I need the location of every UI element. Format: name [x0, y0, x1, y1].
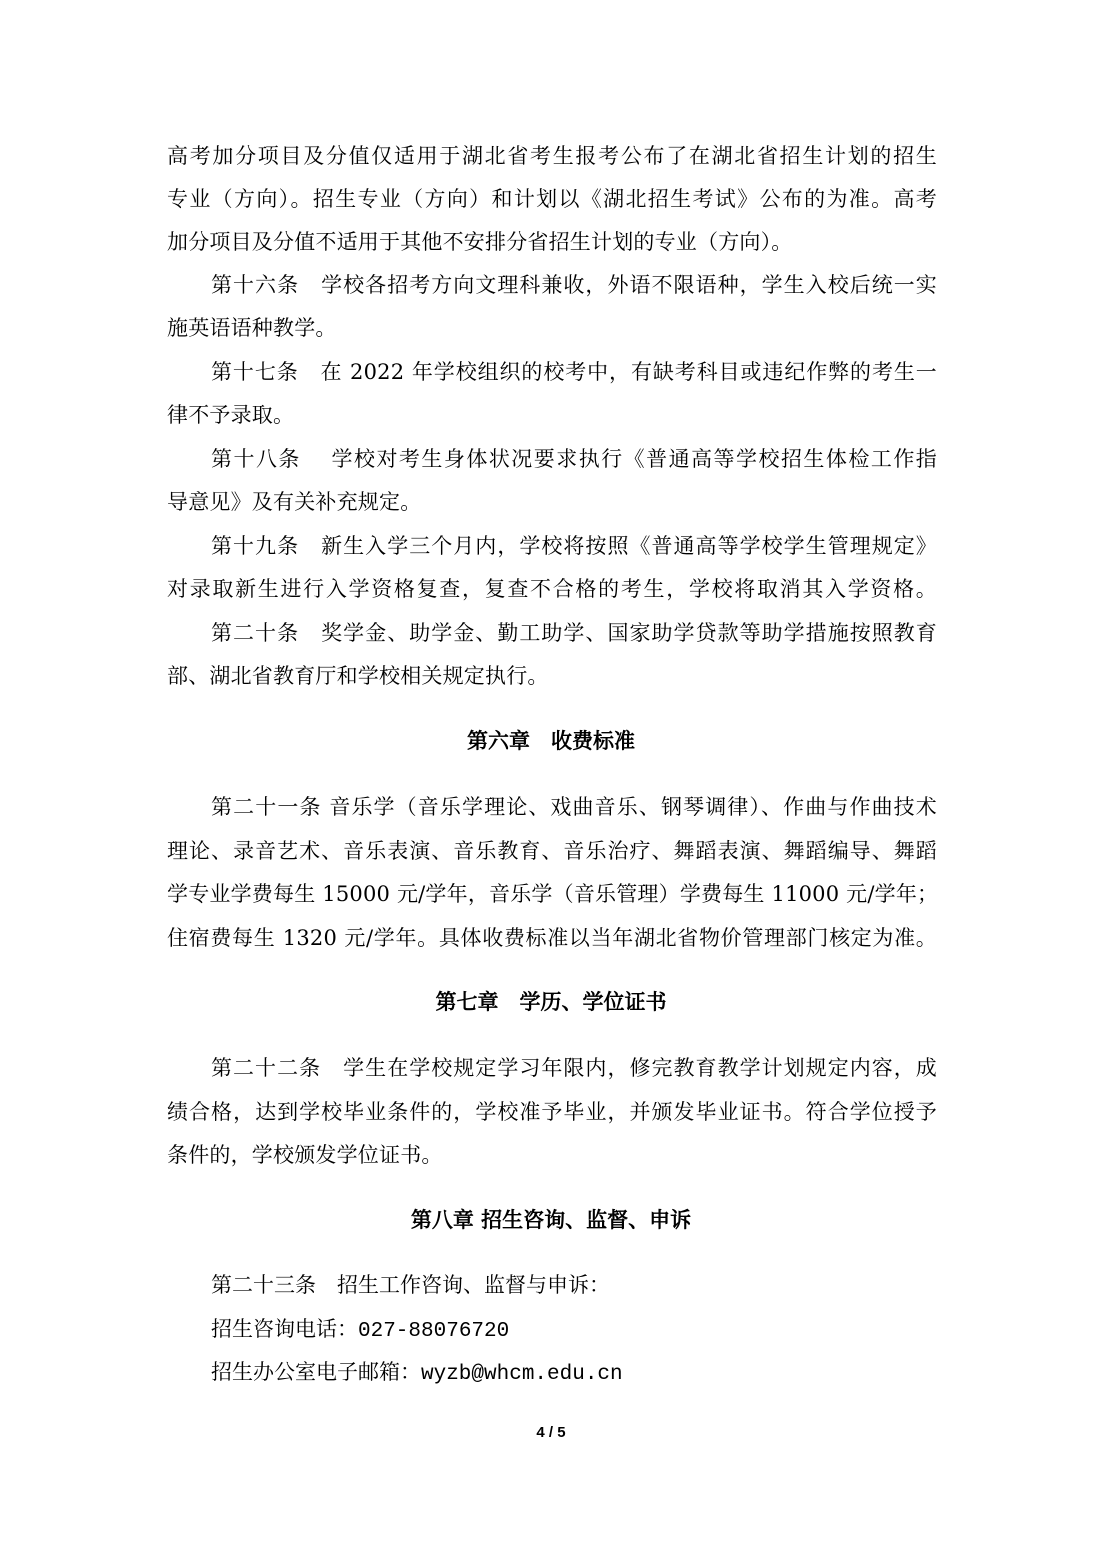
article-22-line: 第二十二条 学生在学校规定学习年限内，修完教育教学计划规定内容，成: [211, 1056, 937, 1080]
page-number: 4 / 5: [536, 1424, 566, 1441]
article-22-line: 绩合格，达到学校毕业条件的，学校准予毕业，并颁发毕业证书。符合学位授予: [167, 1100, 937, 1124]
article-16-line: 第十六条 学校各招考方向文理科兼收，外语不限语种，学生入校后统一实: [211, 273, 937, 297]
chapter-6-heading: 第六章 收费标准: [467, 729, 635, 753]
phone-line: [211, 1315, 509, 1346]
email-address: wyzb@whcm.edu.cn: [421, 1363, 623, 1386]
chapter-8-heading: 第八章 招生咨询、监督、申诉: [410, 1208, 692, 1232]
paragraph-line: 加分项目及分值不适用于其他不安排分省招生计划的专业（方向）。: [167, 230, 793, 254]
article-19-line: 对录取新生进行入学资格复查，复查不合格的考生，学校将取消其入学资格。: [167, 577, 937, 601]
email-label: 招生办公室电子邮箱：: [211, 1360, 421, 1384]
article-21-line: 第二十一条 音乐学（音乐学理论、戏曲音乐、钢琴调律）、作曲与作曲技术: [211, 795, 937, 819]
article-18-line: 导意见》及有关补充规定。: [167, 490, 422, 514]
phone-label: 招生咨询电话：: [211, 1317, 358, 1341]
article-20-line: 部、湖北省教育厅和学校相关规定执行。: [167, 664, 549, 688]
chapter-7-heading: 第七章 学历、学位证书: [435, 990, 667, 1014]
article-18-line: 第十八条 学校对考生身体状况要求执行《普通高等学校招生体检工作指: [211, 447, 937, 471]
article-20-line: 第二十条 奖学金、助学金、勤工助学、国家助学贷款等助学措施按照教育: [211, 621, 937, 645]
article-16-line: 施英语语种教学。: [167, 316, 337, 340]
paragraph-line: 专业（方向）。招生专业（方向）和计划以《湖北招生考试》公布的为准。高考: [167, 187, 937, 211]
article-23-title: 第二十三条 招生工作咨询、监督与申诉：: [211, 1273, 610, 1297]
article-21-line: 住宿费每生 1320 元/学年。具体收费标准以当年湖北省物价管理部门核定为准。: [167, 926, 937, 950]
phone-number: 027-88076720: [358, 1320, 510, 1343]
article-21-line: 学专业学费每生 15000 元/学年，音乐学（音乐管理）学费每生 11000 元/学年；: [167, 882, 939, 906]
article-19-line: 第十九条 新生入学三个月内，学校将按照《普通高等学校学生管理规定》: [211, 534, 937, 558]
article-17-line: 律不予录取。: [167, 403, 295, 427]
article-17-line: 第十七条 在 2022 年学校组织的校考中，有缺考科目或违纪作弊的考生一: [211, 360, 937, 384]
paragraph-line: 高考加分项目及分值仅适用于湖北省考生报考公布了在湖北省招生计划的招生: [167, 144, 937, 168]
email-line: [211, 1358, 623, 1389]
article-21-line: 理论、录音艺术、音乐表演、音乐教育、音乐治疗、舞蹈表演、舞蹈编导、舞蹈: [167, 839, 937, 863]
article-22-line: 条件的，学校颁发学位证书。: [167, 1143, 443, 1167]
